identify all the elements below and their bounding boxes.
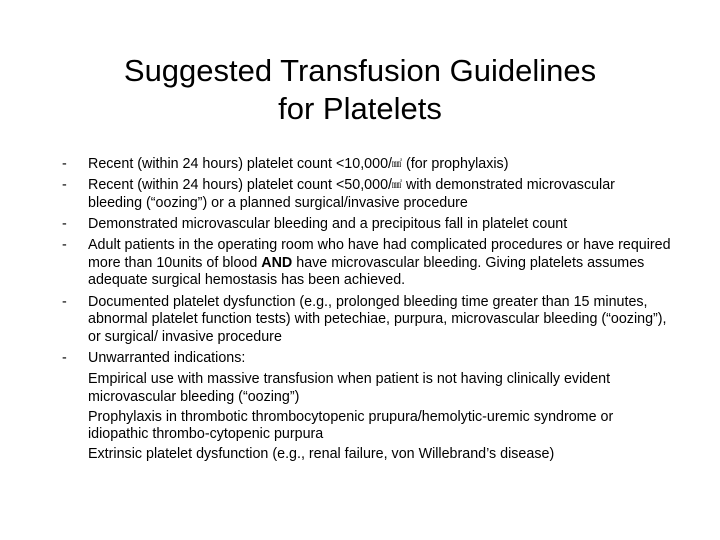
item-text: Recent (within 24 hours) platelet count <10,000/ <box>88 156 392 172</box>
item-text: Recent (within 24 hours) platelet count <50,000/ <box>88 177 392 194</box>
unwarranted-subitem: Empirical use with massive transfusion when patient is not having clinically evident microvascular bleeding (“oozing”) <box>88 371 611 405</box>
guideline-list <box>62 156 672 467</box>
item-text: (for prophylaxis) <box>402 156 509 172</box>
guideline-item-platelet-dysfunction <box>62 294 672 347</box>
bullet-dash: - <box>62 156 67 172</box>
bullet-dash: - <box>62 293 67 310</box>
guideline-item-operating-room <box>62 237 672 290</box>
bullet-dash: - <box>62 216 67 233</box>
item-text: with demonstrated microvascular bleeding (“oozing”) or a planned surgical/invasive procedure <box>88 177 615 211</box>
item-text: have microvascular bleeding. Giving platelets assumes adequate surgical hemostasis has been achieved. <box>88 254 645 289</box>
bullet-dash: - <box>62 237 67 254</box>
cubic-mm-unit: ㎣ <box>392 180 402 192</box>
cubic-mm-unit: ㎣ <box>392 159 402 170</box>
slide-title <box>40 52 680 128</box>
unwarranted-subitem: Extrinsic platelet dysfunction (e.g., renal failure, von Willebrand’s disease) <box>88 446 555 463</box>
item-text: Demonstrated microvascular bleeding and a precipitous fall in platelet count <box>88 216 568 233</box>
bullet-dash: - <box>62 177 67 194</box>
item-text: Adult patients in the operating room who have had complicated procedures or have required more than 10units of blood <box>88 237 671 271</box>
bullet-dash: - <box>62 349 67 366</box>
guideline-item-unwarranted <box>62 350 672 368</box>
guideline-item-prophylaxis <box>62 156 672 174</box>
title-line-1: Suggested Transfusion Guidelines <box>123 53 597 88</box>
guideline-item-microvascular-50k <box>62 177 672 212</box>
unwarranted-subitem: Prophylaxis in thrombotic thrombocytopenic prupura/hemolytic-uremic syndrome or idiopathic thrombo-cytopenic purpura <box>88 408 614 443</box>
emphasis-and: AND <box>261 254 293 271</box>
title-line-2: for Platelets <box>278 91 442 126</box>
guideline-item-precipitous-fall <box>62 216 672 234</box>
item-text: Documented platelet dysfunction (e.g., prolonged bleeding time greater than 15 minutes, abnormal platelet function tests) with petechiae, purpura, microvascular bleeding (“oozing”), or surgical/ invasive procedure <box>88 293 667 345</box>
item-text: Unwarranted indications: <box>88 349 246 366</box>
